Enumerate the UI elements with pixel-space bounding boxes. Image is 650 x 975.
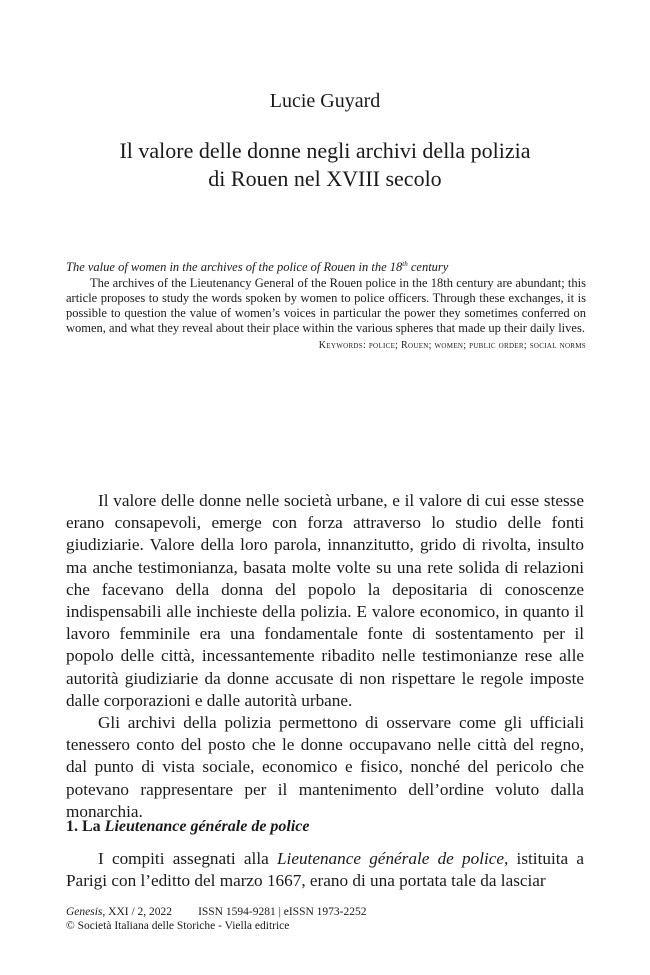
keywords: Keywords: police; Rouen; women; public order; social norms: [318, 340, 586, 351]
author-name: Lucie Guyard: [269, 90, 381, 112]
section-title-italic: Lieutenance générale de police: [104, 818, 310, 835]
journal-issue: , XXI / 2, 2022: [102, 906, 173, 918]
section-heading: [66, 818, 584, 836]
section-text-before: I compiti assegnati alla: [98, 849, 277, 868]
section-text-after: , istituita a Parigi con l’editto del marzo 1667, erano di una portata tale da lasciar: [66, 849, 584, 891]
footer-copyright: © Società Italiana delle Storiche - Viella editrice: [66, 920, 290, 932]
article-title: [0, 137, 650, 193]
english-title-sup: th: [402, 260, 408, 268]
section-body: [66, 848, 584, 892]
section-number: 1. La: [66, 818, 105, 835]
english-title-end: century: [407, 260, 449, 274]
section-text-italic: Lieutenance générale de police: [276, 849, 505, 868]
english-title: [66, 260, 586, 275]
abstract: [66, 260, 586, 353]
section-paragraph: [66, 848, 584, 892]
journal-issn: ISSN 1594-9281 | eISSN 1973-2252: [198, 906, 367, 918]
body-paragraph-1: Il valore delle donne nelle società urbane, e il valore di cui esse stesse erano consapevoli, emerge con forza attraverso lo studio delle fonti giudiziarie. Valore della loro parola, innanzitutto, grido di rivolta, insulto ma anche testimonianza, basata molte volte su una rete solida di relazioni che facevano della donna del popolo la depositaria di conoscenze indispensabili alle inchieste della polizia. E valore economico, in quanto il lavoro femminile era una fondamentale fonte di sostentamento per il popolo delle città, incessantemente ribadito nelle testimonianze rese alle autorità giudiziarie da donne accusate di non rispettare le regole imposte dalle corporazioni e dalle autorità urbane.: [66, 491, 584, 710]
abstract-text: The archives of the Lieutenancy General of the Rouen police in the 18th century are abundant; this article proposes to study the words spoken by women to police officers. Through these exchanges, it is possible to question the value of women’s voices in particular the power they sometimes conferred on women, and what they reveal about their place within the various spheres that made up their daily lives.: [66, 276, 586, 335]
footer-journal-line: [66, 905, 586, 919]
title-line-2: di Rouen nel XVIII secolo: [208, 166, 442, 191]
journal-name: Genesis: [66, 906, 103, 918]
page-footer: [66, 905, 586, 933]
english-title-main: The value of women in the archives of the police of Rouen in the 18: [66, 260, 403, 274]
title-line-1: Il valore delle donne negli archivi della polizia: [119, 138, 531, 163]
article-body: [66, 490, 584, 823]
body-paragraph-2: Gli archivi della polizia permettono di osservare come gli ufficiali tenessero conto del posto che le donne occupavano nelle città del regno, dal punto di vista sociale, economico e fisico, nonché del pericolo che potevano rappresentare per il mantenimento dell’ordine voluto dalla monarchia.: [66, 713, 584, 821]
